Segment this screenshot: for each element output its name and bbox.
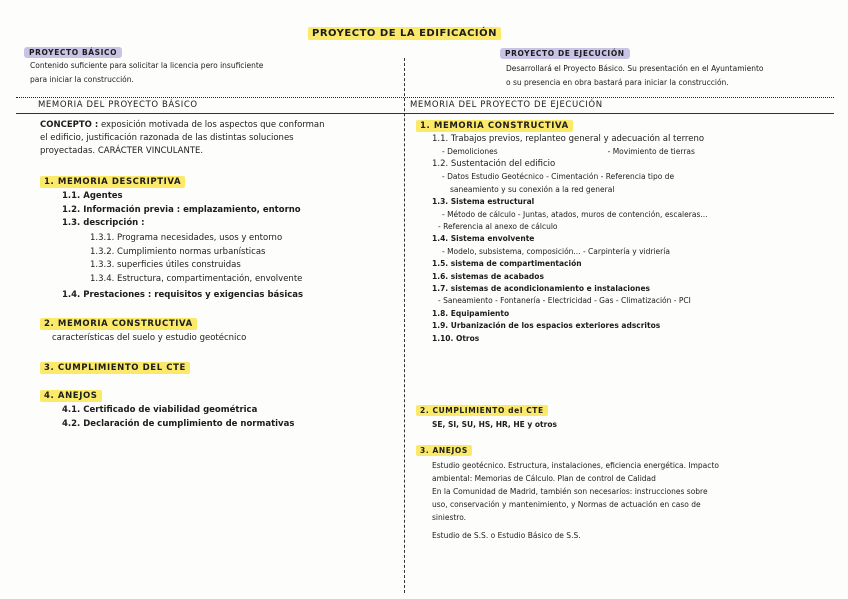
- column-divider: [404, 58, 405, 593]
- basic-s2-text: características del suelo y estudio geotécnico: [52, 333, 247, 343]
- basic-heading: PROYECTO BÁSICO: [24, 47, 122, 59]
- header-divider: [16, 97, 834, 98]
- list-item: 1.6. sistemas de acabados: [432, 271, 544, 281]
- exec-heading: PROYECTO DE EJECUCIÓN: [500, 48, 630, 60]
- exec-memoria-title: MEMORIA DEL PROYECTO DE EJECUCIÓN: [410, 100, 603, 110]
- basic-desc-1: Contenido suficiente para solicitar la licencia pero insuficiente: [30, 61, 264, 70]
- basic-s1-list: [62, 190, 301, 231]
- basic-s4-list: [62, 404, 294, 431]
- basic-s3-title: 3. CUMPLIMIENTO DEL CTE: [40, 362, 190, 375]
- list-item: 4.1. Certificado de viabilidad geométrica: [62, 405, 258, 415]
- page-title: PROYECTO DE LA EDIFICACIÓN: [308, 28, 501, 39]
- list-item: - Método de cálculo - Juntas, atados, muros de contención, escaleras...: [442, 209, 708, 219]
- exec-s2-text: SE, SI, SU, HS, HR, HE y otros: [432, 420, 557, 429]
- exec-s3-title: 3. ANEJOS: [416, 445, 472, 457]
- concepto-label: CONCEPTO :: [40, 120, 99, 130]
- list-item: 1.5. sistema de compartimentación: [432, 259, 582, 269]
- exec-s2-title: 2. CUMPLIMIENTO del CTE: [416, 405, 548, 417]
- list-item: 4.2. Declaración de cumplimiento de normativas: [62, 418, 295, 429]
- list-item: 1.4. Sistema envolvente: [432, 234, 535, 244]
- basic-memoria-title: MEMORIA DEL PROYECTO BÁSICO: [38, 100, 198, 110]
- list-item: 1.3.1. Programa necesidades, usos y entorno: [90, 233, 283, 243]
- list-item: - Modelo, subsistema, composición... - Carpintería y vidriería: [442, 246, 670, 256]
- list-item: 1.2. Sustentación del edificio: [432, 159, 556, 170]
- exec-s3-text: Estudio geotécnico. Estructura, instalaciones, eficiencia energética. Impacto ambiental: Memorias de Cálculo. Plan de control de Calidad En la Comunidad de Madrid, también son necesarios: instrucciones sobre uso, conservación y mantenimiento, y Normas de actuación en caso de siniestro. Estudio de S.S. o Estudio Básico de S.S.: [432, 461, 719, 540]
- exec-s1-title: 1. MEMORIA CONSTRUCTIVA: [416, 120, 573, 133]
- list-item: 1.3.4. Estructura, compartimentación, envolvente: [90, 273, 303, 284]
- list-item: - Referencia al anexo de cálculo: [438, 222, 558, 232]
- basic-s1-title: 1. MEMORIA DESCRIPTIVA: [40, 176, 185, 189]
- list-item: 1.7. sistemas de acondicionamiento e instalaciones: [432, 284, 651, 294]
- list-item: 1.3. descripción :: [62, 218, 145, 228]
- list-item: 1.8. Equipamiento: [432, 308, 510, 318]
- concepto-block: CONCEPTO : exposición motivada de los aspectos que conforman el edificio, justificación razonada de las distintas soluciones proyectadas. CARÁCTER VINCULANTE.: [40, 120, 325, 156]
- list-item: 1.1. Trabajos previos, replanteo general y adecuación al terreno: [432, 134, 705, 144]
- list-item: saneamiento y su conexión a la red general: [450, 184, 615, 194]
- list-item: 1.3. Sistema estructural: [432, 197, 535, 207]
- exec-s1-list: [432, 133, 842, 345]
- list-item: 1.9. Urbanización de los espacios exteriores adscritos: [432, 321, 661, 331]
- list-item: 1.3.3. superficies útiles construidas: [90, 260, 241, 270]
- exec-desc-2: o su presencia en obra bastará para iniciar la construcción.: [506, 78, 729, 87]
- subheader-divider: [16, 113, 834, 114]
- list-item: - Datos Estudio Geotécnico - Cimentación - Referencia tipo de: [442, 172, 675, 182]
- basic-s2-title: 2. MEMORIA CONSTRUCTIVA: [40, 318, 197, 331]
- basic-desc-2: para iniciar la construcción.: [30, 75, 134, 84]
- list-item: 1.1. Agentes: [62, 191, 123, 201]
- exec-desc-1: Desarrollará el Proyecto Básico. Su presentación en el Ayuntamiento: [506, 64, 764, 73]
- list-item: 1.10. Otros: [432, 333, 480, 343]
- list-item: - Saneamiento - Fontanería - Electricidad - Gas - Climatización - PCI: [438, 296, 691, 306]
- basic-s1-sublist: [90, 232, 302, 286]
- basic-s4-title: 4. ANEJOS: [40, 390, 102, 403]
- list-item: - Demoliciones - Movimiento de tierras: [442, 147, 695, 156]
- list-item: 1.3.2. Cumplimiento normas urbanísticas: [90, 246, 266, 257]
- basic-s1-last: 1.4. Prestaciones : requisitos y exigencias básicas: [62, 290, 304, 300]
- list-item: 1.2. Información previa : emplazamiento, entorno: [62, 204, 301, 215]
